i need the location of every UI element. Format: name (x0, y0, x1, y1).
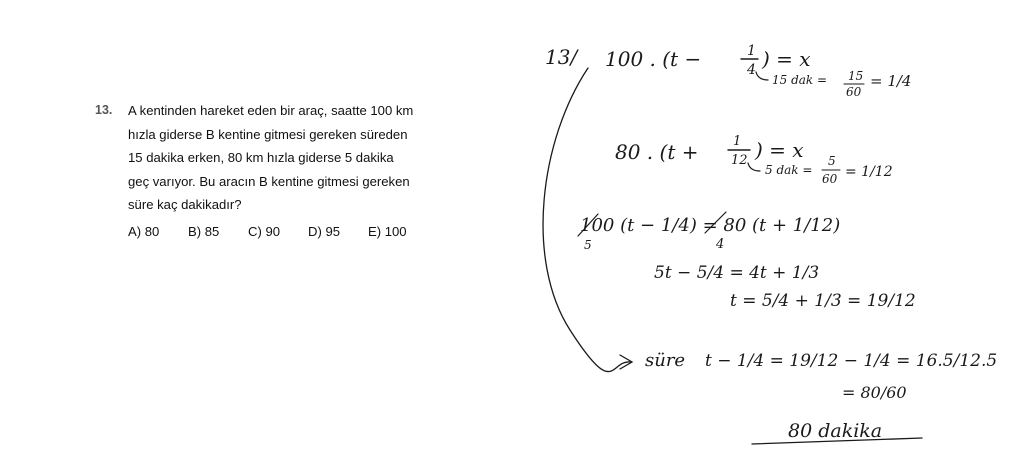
option-c: C) 90 (248, 223, 281, 239)
equation-4: 5t − 5/4 = 4t + 1/3 (654, 263, 820, 283)
equation-2: 80 . (t + (615, 140, 699, 164)
equation-6: t − 1/4 = 19/12 − 1/4 = 16.5/12.5 (705, 351, 998, 371)
question-line-5: süre kaç dakikadır? (128, 197, 242, 212)
note-arrow (748, 163, 760, 171)
note-2-numerator: 5 (828, 154, 836, 168)
equation-5: t = 5/4 + 1/3 = 19/12 (730, 291, 916, 311)
option-a: A) 80 (128, 223, 160, 239)
note-2-denominator: 60 (822, 172, 838, 186)
note-1-numerator: 15 (848, 69, 864, 83)
note-1-prefix: 15 dak = (772, 73, 828, 87)
equation-7: = 80/60 (842, 383, 907, 402)
equation-2-numerator: 1 (733, 134, 742, 149)
option-e: E) 100 (368, 223, 407, 239)
equation-2-denominator: 12 (731, 153, 748, 168)
note-2-prefix: 5 dak = (765, 163, 813, 177)
note-arrow (756, 72, 768, 80)
equation-3-factor-right: 4 (716, 237, 725, 252)
question-line-2: hızla giderse B kentine gitmesi gereken süreden (128, 126, 408, 142)
equation-3: 100 (t − 1/4) = 80 (t + 1/12) (580, 215, 841, 236)
equation-1: 100 . (t − (605, 47, 702, 71)
equation-1-numerator: 1 (747, 43, 756, 59)
equation-3-factor-left: 5 (584, 238, 592, 252)
equation-2-rhs: ) = x (755, 138, 804, 162)
note-1-denominator: 60 (846, 85, 862, 99)
note-1-suffix: = 1/4 (870, 72, 912, 90)
option-b: B) 85 (188, 223, 220, 239)
problem-label: 13/ (545, 45, 578, 69)
equation-1-rhs: ) = x (762, 47, 811, 71)
question-line-1: A kentinden hareket eden bir araç, saatte 100 km (128, 103, 414, 118)
note-2-suffix: = 1/12 (845, 164, 893, 180)
question-number: 13. (95, 103, 113, 117)
question-line-3: 15 dakika erken, 80 km hızla giderse 5 dakika (128, 150, 394, 165)
option-d: D) 95 (308, 223, 341, 239)
equation-1-denominator: 4 (747, 62, 756, 78)
question-line-4: geç varıyor. Bu aracın B kentine gitmesi gereken (128, 173, 410, 189)
equation-6-label: süre (645, 350, 686, 371)
final-answer: 80 dakika (788, 420, 883, 442)
